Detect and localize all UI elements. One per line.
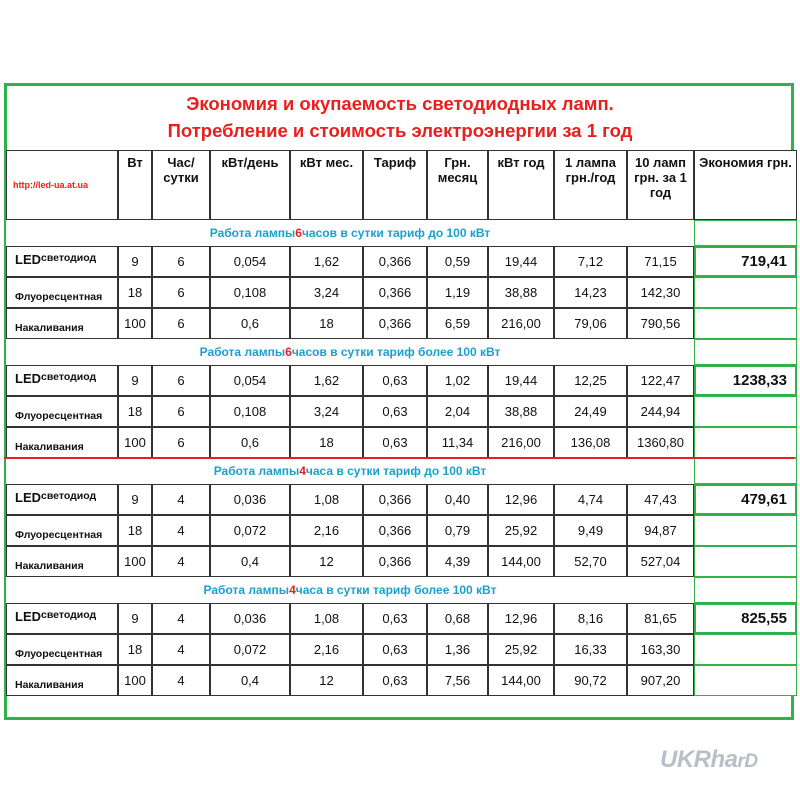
col-uah-month-value: 1,19 (427, 277, 488, 308)
col-kwh-day-value: 0,6 (210, 427, 290, 458)
economy-value: 479,61 (694, 484, 797, 515)
col-tariff-header: Тариф (363, 150, 427, 220)
lamp-type: светодиод (41, 252, 97, 264)
col-hours-value: 6 (152, 246, 210, 277)
col-kwh-day-value: 0,108 (210, 277, 290, 308)
col-ten-lamps-year-value: 122,47 (627, 365, 694, 396)
col-uah-month-value: 11,34 (427, 427, 488, 458)
col-watts-value: 9 (118, 484, 152, 515)
col-kwh-month-value: 12 (290, 665, 363, 696)
col-watts-value: 100 (118, 546, 152, 577)
col-uah-month-value: 0,79 (427, 515, 488, 546)
col-ten-lamps-year-value: 81,65 (627, 603, 694, 634)
col-one-lamp-year-value: 24,49 (554, 396, 627, 427)
col-ten-lamps-year-value: 790,56 (627, 308, 694, 339)
col-uah-month-value: 1,36 (427, 634, 488, 665)
incandescent-row-label (6, 308, 118, 339)
col-hours-header: Час/ сутки (152, 150, 210, 220)
col-ten-lamps-year-value: 244,94 (627, 396, 694, 427)
col-hours-value: 4 (152, 603, 210, 634)
col-kwh-year-value: 38,88 (488, 396, 554, 427)
col-kwh-month-header: кВт мес. (290, 150, 363, 220)
col-one-lamp-year-value: 52,70 (554, 546, 627, 577)
section-title-hours: 6 (285, 345, 292, 359)
lamp-type: Флуоресцентная (15, 648, 103, 660)
economy-spacer (694, 427, 797, 458)
col-kwh-day-value: 0,072 (210, 634, 290, 665)
col-kwh-day-value: 0,108 (210, 396, 290, 427)
col-kwh-month-value: 2,16 (290, 634, 363, 665)
title-line-1: Экономия и окупаемость светодиодных ламп. (186, 93, 614, 114)
col-tariff-value: 0,366 (363, 308, 427, 339)
col-kwh-month-value: 1,62 (290, 246, 363, 277)
led-prefix: LED (15, 490, 41, 505)
section-title-suffix: часа в сутки тариф до 100 кВт (305, 464, 487, 478)
section-title-suffix: часов в сутки тариф более 100 кВт (291, 345, 501, 359)
col-ten-lamps-year-value: 47,43 (627, 484, 694, 515)
col-watts-value: 9 (118, 365, 152, 396)
col-uah-month-value: 2,04 (427, 396, 488, 427)
col-uah-month-value: 7,56 (427, 665, 488, 696)
fluorescent-row-label (6, 634, 118, 665)
col-one-lamp-year-value: 136,08 (554, 427, 627, 458)
col-one-lamp-year-header: 1 лампа грн./год (554, 150, 627, 220)
col-kwh-year-value: 19,44 (488, 246, 554, 277)
section-title-hours: 4 (299, 464, 306, 478)
col-tariff-value: 0,63 (363, 603, 427, 634)
col-kwh-year-value: 19,44 (488, 365, 554, 396)
col-one-lamp-year-value: 9,49 (554, 515, 627, 546)
col-hours-value: 6 (152, 277, 210, 308)
col-kwh-day-value: 0,036 (210, 484, 290, 515)
col-uah-month-value: 0,40 (427, 484, 488, 515)
col-uah-month-value: 6,59 (427, 308, 488, 339)
col-kwh-year-value: 25,92 (488, 634, 554, 665)
col-watts-value: 18 (118, 277, 152, 308)
lamp-type: светодиод (41, 609, 97, 621)
col-watts-value: 18 (118, 515, 152, 546)
col-hours-value: 6 (152, 365, 210, 396)
economy-spacer (694, 665, 797, 696)
col-one-lamp-year-value: 16,33 (554, 634, 627, 665)
col-hours-value: 4 (152, 634, 210, 665)
col-kwh-year-value: 144,00 (488, 546, 554, 577)
economy-spacer (694, 577, 797, 603)
section-title-prefix: Работа лампы (213, 464, 300, 478)
section-title-suffix: часа в сутки тариф более 100 кВт (295, 583, 497, 597)
led-prefix: LED (15, 371, 41, 386)
economy-spacer (694, 308, 797, 339)
title-line-2: Потребление и стоимость электроэнергии за 1 год (167, 120, 633, 141)
logo-tail: rD (737, 751, 758, 772)
col-one-lamp-year-value: 7,12 (554, 246, 627, 277)
col-ten-lamps-year-value: 1360,80 (627, 427, 694, 458)
col-kwh-month-value: 1,62 (290, 365, 363, 396)
col-uah-month-header: Грн. месяц (427, 150, 488, 220)
economy-spacer (694, 339, 797, 365)
source-link-cell (6, 150, 118, 220)
col-tariff-value: 0,63 (363, 634, 427, 665)
col-watts-value: 18 (118, 634, 152, 665)
col-kwh-month-value: 1,08 (290, 603, 363, 634)
economy-value: 1238,33 (694, 365, 797, 396)
led-row-label (6, 484, 118, 515)
economy-spacer (694, 458, 797, 484)
led-row-label (6, 246, 118, 277)
col-uah-month-value: 1,02 (427, 365, 488, 396)
col-ten-lamps-year-value: 527,04 (627, 546, 694, 577)
col-one-lamp-year-value: 79,06 (554, 308, 627, 339)
section-title (6, 339, 694, 365)
col-uah-month-value: 0,59 (427, 246, 488, 277)
col-ten-lamps-year-value: 907,20 (627, 665, 694, 696)
col-kwh-year-value: 38,88 (488, 277, 554, 308)
economy-spacer (694, 220, 797, 246)
col-uah-month-value: 0,68 (427, 603, 488, 634)
red-divider (4, 457, 794, 459)
col-tariff-value: 0,366 (363, 277, 427, 308)
col-kwh-year-value: 25,92 (488, 515, 554, 546)
col-watts-header: Вт (118, 150, 152, 220)
col-watts-value: 9 (118, 246, 152, 277)
col-watts-value: 100 (118, 665, 152, 696)
col-ten-lamps-year-value: 71,15 (627, 246, 694, 277)
section-title-suffix: часов в сутки тариф до 100 кВт (301, 226, 491, 240)
col-one-lamp-year-value: 8,16 (554, 603, 627, 634)
col-ten-lamps-year-value: 142,30 (627, 277, 694, 308)
section-title (6, 577, 694, 603)
col-tariff-value: 0,366 (363, 546, 427, 577)
col-ten-lamps-year-value: 94,87 (627, 515, 694, 546)
source-link[interactable]: http://led-ua.at.ua (13, 180, 88, 190)
economy-spacer (694, 515, 797, 546)
col-kwh-year-value: 12,96 (488, 484, 554, 515)
page-title (0, 90, 800, 144)
col-watts-value: 100 (118, 308, 152, 339)
col-kwh-month-value: 1,08 (290, 484, 363, 515)
economy-value: 719,41 (694, 246, 797, 277)
col-kwh-month-value: 3,24 (290, 396, 363, 427)
col-tariff-value: 0,63 (363, 665, 427, 696)
lamp-type: светодиод (41, 490, 97, 502)
section-title (6, 220, 694, 246)
lamp-type: Накаливания (15, 322, 84, 334)
col-kwh-year-value: 12,96 (488, 603, 554, 634)
col-watts-value: 9 (118, 603, 152, 634)
col-ten-lamps-year-header: 10 ламп грн. за 1 год (627, 150, 694, 220)
fluorescent-row-label (6, 515, 118, 546)
col-hours-value: 4 (152, 546, 210, 577)
col-hours-value: 4 (152, 515, 210, 546)
col-one-lamp-year-value: 4,74 (554, 484, 627, 515)
col-watts-value: 100 (118, 427, 152, 458)
section-title (6, 458, 694, 484)
fluorescent-row-label (6, 396, 118, 427)
led-prefix: LED (15, 252, 41, 267)
economy-spacer (694, 277, 797, 308)
col-economy-header: Экономия грн. (694, 150, 797, 220)
col-kwh-day-value: 0,6 (210, 308, 290, 339)
col-kwh-year-value: 216,00 (488, 308, 554, 339)
led-row-label (6, 603, 118, 634)
col-hours-value: 6 (152, 427, 210, 458)
section-title-prefix: Работа лампы (199, 345, 286, 359)
section-title-hours: 6 (295, 226, 302, 240)
col-kwh-year-header: кВт год (488, 150, 554, 220)
col-tariff-value: 0,63 (363, 396, 427, 427)
col-watts-value: 18 (118, 396, 152, 427)
section-title-hours: 4 (289, 583, 296, 597)
incandescent-row-label (6, 427, 118, 458)
col-kwh-day-value: 0,4 (210, 546, 290, 577)
col-tariff-value: 0,366 (363, 246, 427, 277)
led-prefix: LED (15, 609, 41, 624)
lamp-type: Накаливания (15, 560, 84, 572)
col-uah-month-value: 4,39 (427, 546, 488, 577)
col-kwh-month-value: 18 (290, 427, 363, 458)
col-one-lamp-year-value: 90,72 (554, 665, 627, 696)
lamp-type: Флуоресцентная (15, 410, 103, 422)
col-kwh-month-value: 18 (290, 308, 363, 339)
col-tariff-value: 0,63 (363, 365, 427, 396)
col-hours-value: 4 (152, 665, 210, 696)
col-kwh-month-value: 12 (290, 546, 363, 577)
economy-spacer (694, 634, 797, 665)
section-title-prefix: Работа лампы (203, 583, 290, 597)
incandescent-row-label (6, 665, 118, 696)
economy-spacer (694, 396, 797, 427)
logo-main: UKRha (660, 746, 738, 773)
col-kwh-day-value: 0,054 (210, 246, 290, 277)
section-title-prefix: Работа лампы (209, 226, 296, 240)
col-kwh-day-value: 0,036 (210, 603, 290, 634)
lamp-type: Накаливания (15, 679, 84, 691)
col-hours-value: 6 (152, 396, 210, 427)
col-one-lamp-year-value: 12,25 (554, 365, 627, 396)
economy-value: 825,55 (694, 603, 797, 634)
col-kwh-day-value: 0,054 (210, 365, 290, 396)
lamp-type: Флуоресцентная (15, 529, 103, 541)
col-ten-lamps-year-value: 163,30 (627, 634, 694, 665)
col-kwh-year-value: 144,00 (488, 665, 554, 696)
col-hours-value: 4 (152, 484, 210, 515)
col-tariff-value: 0,366 (363, 515, 427, 546)
col-kwh-day-value: 0,4 (210, 665, 290, 696)
col-kwh-day-value: 0,072 (210, 515, 290, 546)
led-row-label (6, 365, 118, 396)
col-kwh-day-header: кВт/день (210, 150, 290, 220)
ukrhard-logo (660, 746, 758, 774)
col-tariff-value: 0,366 (363, 484, 427, 515)
lamp-type: Флуоресцентная (15, 291, 103, 303)
col-kwh-month-value: 2,16 (290, 515, 363, 546)
incandescent-row-label (6, 546, 118, 577)
col-kwh-month-value: 3,24 (290, 277, 363, 308)
col-hours-value: 6 (152, 308, 210, 339)
col-kwh-year-value: 216,00 (488, 427, 554, 458)
col-one-lamp-year-value: 14,23 (554, 277, 627, 308)
lamp-type: Накаливания (15, 441, 84, 453)
fluorescent-row-label (6, 277, 118, 308)
lamp-type: светодиод (41, 371, 97, 383)
col-tariff-value: 0,63 (363, 427, 427, 458)
economy-spacer (694, 546, 797, 577)
